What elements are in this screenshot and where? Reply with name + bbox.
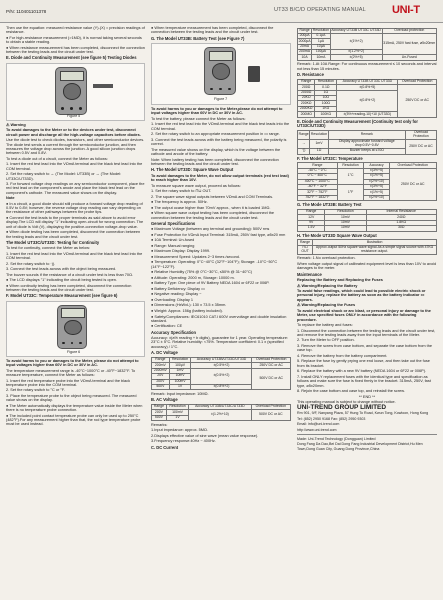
table-cell: 100mV (166, 410, 188, 415)
table-header: Resolution (169, 357, 191, 362)
manual-title: UT33 B/C/D OPERATING MANUAL (274, 7, 366, 13)
table-cell: ±(1%+5) (364, 174, 389, 179)
table-cell: 200Ω (298, 85, 315, 90)
section-heading: General Specifications (151, 220, 196, 226)
table-cell: 2000mV (152, 368, 170, 373)
section-heading: C. DC Current (151, 444, 179, 450)
table-cell: 2000μA (298, 38, 311, 43)
body-text: Use the diode test to check diodes, transistors, and other semiconductor devices. The diode test sends a current through the semiconductor junction, and then measures the voltage drop across the junction. A good silicon junction drops between 0.5V and 0.8V. (6, 138, 145, 156)
table-cell: 200V (152, 379, 170, 384)
note: ● When continuity testing has been completed, disconnect the connection between the testing leads and the circuit under test. (6, 283, 132, 293)
remark: Remark: Input impedance: 10MΩ. (151, 391, 209, 396)
table-cell: 315mA, 250V fast fuse, ø5x20mm (382, 33, 436, 55)
figure-caption: Figure 5 (67, 113, 81, 118)
spec-item: ● Maximum Voltage (between any terminal and grounding): 500V rms (151, 227, 270, 232)
step: 6. Replace the battery with a new 9V battery (NEDA 1604 or 6F22 or 006P). (297, 369, 427, 374)
step: 2. Set the rotary switch to an appropriate measurement position in ▭ range. (151, 132, 280, 137)
table-cell: 1Ω (315, 90, 337, 95)
column-middle (151, 26, 291, 451)
step: To test the battery, please connect the Meter as follows: (151, 116, 246, 121)
step: 3. Place the temperature probe to the object being measured. The measured value shows on the display. (6, 393, 137, 403)
table-cell: ±(1.2%+10) (189, 410, 251, 421)
remark: 2.Displays effective value of sine wave (mean value response). (151, 433, 259, 438)
table-cell: 0°C ~ 400°C (298, 174, 338, 179)
ac-voltage-table (151, 404, 291, 421)
table-cell: 200V (152, 410, 167, 415)
step: The measured value shows on the display, which is the voltage between the cathode and anode of the battery. (151, 147, 281, 157)
table-cell: 0.1μA (312, 33, 331, 38)
manufacturer-line: Made: Uni-Trend Technology (Dongguan) Limited (297, 436, 376, 441)
table-cell: 200KΩ (298, 101, 315, 106)
table-cell: 2000Ω (298, 90, 315, 95)
spec-item: ● Safety/Compliances: IEC61010 CAT.I 600V overvoltage and double insulation standard. (151, 314, 287, 323)
table-cell: ±(2%+5) (330, 55, 382, 60)
table-cell: 30Ω (366, 226, 436, 231)
table-cell: 200mV (152, 363, 170, 368)
step: The buzzer sounds if the resistance of a circuit under test is less than 70Ω. (6, 272, 134, 277)
note: ● When diode testing has been completed, disconnect the connection between the testing leads and the circuit under test. (6, 230, 141, 239)
table-cell: ±(0.8%+2) (337, 90, 398, 112)
section-heading: G. The Mode UT33B: Battery Test (297, 202, 362, 208)
address-line: Email: info@uni-trend.com (297, 422, 340, 427)
divider (297, 434, 437, 435)
table-cell: 250V DC or AC (389, 168, 437, 200)
warning-text: To avoid false readings, which could lead to possible electric shock or personal injury, replace the battery as soon as the battery indicator ▭ appears. (297, 289, 426, 302)
address-line: http://www.uni-trend.com (297, 427, 337, 432)
step: 1. Insert the red test lead into the VΩmA terminal and the black test lead into the COM terminal. (6, 162, 143, 171)
warning-title: ⚠ Warning/Replacing the Fuses (297, 303, 356, 308)
section-heading: E. Diode and Continuity Measurement (Continuity test only for UT33C/UT33D) (297, 118, 418, 128)
intro-text: ● When temperature measurement has been completed, disconnect the connection between the testing leads and the circuit under test. (151, 26, 274, 35)
table-header: Accuracy UT33B UT33C UT33D (337, 79, 398, 84)
table-cell: 200mA (299, 49, 311, 54)
table-cell: 1KΩ (315, 106, 337, 111)
table-cell: 500V (152, 415, 167, 420)
table-header: Overload Protection (405, 130, 436, 139)
step: 2. Turn the Meter to OFF position. (297, 338, 355, 343)
table-cell: 200μA (298, 33, 312, 38)
square-wave-table (297, 239, 437, 255)
spec-item: ● Relative Humidity (75% @ 0°C~30°C, ≤50% @ 31~40°C) (151, 270, 253, 275)
table-cell: 752°F ~ 1832°F (298, 195, 338, 200)
table-header: Accuracy UT33B/UT33C/UT33D (191, 357, 252, 362)
spec-item: ● Battery Type: One piece of 9V Battery NEDA 1604 or 6F22 or 006P. (151, 281, 270, 286)
table-cell: 400°C ~ 1000°C (298, 179, 338, 184)
column-left (6, 26, 145, 428)
column-right (297, 26, 437, 452)
section-heading: A. DC Voltage (151, 350, 178, 356)
warning-text: To avoid damages to the Meter, do not allow output terminals (red test lead) to reach higher than 10V. (151, 173, 289, 182)
section-heading: D. Resistance (297, 72, 324, 78)
spec-item: ● 10A Terminal: Un-fused (151, 238, 195, 243)
step: To test a diode out of a circuit, connect the Meter as follows: (6, 156, 108, 161)
table-cell: 100mV (169, 379, 191, 384)
figure-7 (151, 43, 291, 105)
dc-voltage-table (151, 357, 291, 390)
table-cell: 100KΩ (315, 112, 337, 117)
table-cell: Display approximate forward voltage drop:0.5V~0.8V (328, 139, 405, 148)
multimeter-image (204, 47, 236, 95)
multimeter-image (55, 67, 87, 115)
section-heading: F. Model UT33C: Temperature Measurement (see figure 6) (6, 293, 118, 299)
step: 3. Connect the test leads across with the battery being measured, the polarity is correct. (151, 137, 287, 147)
table-cell: Buzzer beeps at ≤70Ω (328, 149, 405, 154)
spec-item: ● Fuse Protection for VΩmA Input Terminal: 315mA, 250V fast type, ø5x20 mm (151, 232, 286, 237)
table-header: Overload Protection (398, 79, 437, 84)
step: 1. Insert the red test lead into the VΩmA terminal and the black test lead into the COM terminal. (6, 251, 143, 261)
spec-item: ● Temperature: Operating: 0°C~40°C (32°F~104°F); Storage: -10°C~50°C (14°F~122°F). (151, 260, 278, 269)
note: ● When square wave output testing has been completed, disconnect the connection between the testing leads and the circuit under test. (151, 211, 275, 220)
table-header: Internal Resistance (366, 209, 436, 214)
table-cell: 1μA (312, 39, 331, 44)
spec-item: ● Range: Manual ranging (151, 243, 195, 248)
table-header: Range (298, 209, 325, 214)
step: 1. Insert the red temperature probe into the VΩmA terminal and the black temperature probe into the COM terminal. (6, 378, 131, 387)
end-marker: ** END ** (358, 394, 376, 399)
step: To measure square wave output, proceed as follows: (151, 183, 241, 188)
warning-text: To avoid damages to the Meter or to the devices under test, disconnect circuit power and discharge all the high-voltage capacitors before diodes. (6, 128, 141, 137)
table-header: Resolution (312, 27, 330, 32)
table-cell: 1V (169, 384, 191, 389)
warning-text: To avoid harms to you or damages to the Meter,please do not attempt to input voltages higher than 60V in DC or 30V in AC. (151, 107, 283, 116)
spec-item: ● Dimensions (HxWxL): 130 x 73.5 x 35mm. (151, 303, 227, 308)
step: 4. Remove the battery from the battery compartment. (297, 353, 388, 358)
remark: Remark: 1.No overload protection. (297, 256, 356, 261)
step: 7. Install ONLY replacement fuses with the identical type and specification as follows and make sure the fuse is fixed firmly in the bracket. 315mA, 250V, fast type, ø5x20mm. (297, 374, 431, 388)
warning-title: ⚠ Warning/Replacing the Battery (297, 283, 358, 288)
manufacturer-line: Dong Fang Da Dao,Bei Dai Dong Fang Industrial Development District,Hu Men Town,Dong Guan City, Guang Dong Province,China (297, 442, 423, 451)
table-cell: → (298, 139, 310, 148)
table-header: Overload protection (382, 28, 436, 33)
note: ● The output ocase higher than 70mV approx., when it is loaded 1MΩ. (151, 205, 271, 210)
table-cell: -40°F ~ 32°F (298, 184, 338, 189)
spec-item: ● Altitude: Operating: 2000 m, Storage: 10000 m. (151, 275, 235, 280)
table-cell: 10Ω (315, 96, 337, 101)
resistance-table (297, 79, 437, 118)
note: ● The LCD displays "1" indicating the circuit being tested is open. (6, 278, 117, 283)
brand-logo: UNI-T (392, 4, 420, 16)
table-cell: 10μA (312, 44, 331, 49)
table-cell: 1°F (337, 184, 364, 200)
table-cell: 1mV (169, 368, 191, 373)
section-heading: B. AC Voltage (151, 397, 178, 403)
table-cell: 100μA (312, 50, 331, 55)
subheading: Replacing the Battery and Replacing the Fuses (297, 278, 383, 283)
table-cell: ±(1%+2) (330, 33, 382, 49)
step: 5. Replace the fuse by gently prying one end loose, and then take out the fuse from its bracket. (297, 359, 430, 368)
remark: When voltage output signal of calibrated equipment level is less than 10V to avoid damages to the meter. (297, 262, 437, 271)
table-cell: 10mA (312, 55, 331, 60)
remark: 1.Input impedance: approx. 5MΩ. (151, 428, 208, 433)
table-header: Range (298, 130, 310, 139)
battery-table (297, 209, 437, 232)
table-cell: ±(3%+5) (364, 168, 389, 173)
table-cell: Approx.output 50Hz square wave signal.As a simple signal source with 47KΩ resistance output. (313, 245, 437, 254)
note: ● Connect the test leads to the proper terminals as said above to avoid error display.The LCD will display "1" indicating open-circuit for wrong connection. The unit of diode is Volt (V), displaying the positive-connection voltage-drop value. (6, 216, 144, 229)
step: 2. Set the rotary switch to °C or °F. (6, 388, 65, 393)
remark: Remarks: (151, 422, 168, 427)
page-header (0, 0, 443, 23)
note: ● The Meter automatically displays the temperature value inside the Meter when there is no temperature probe connection. (6, 403, 143, 413)
warning-title: ⚠ Warning (6, 122, 26, 127)
multimeter-image (57, 305, 87, 349)
table-cell: -40°C ~ 0°C (298, 168, 338, 173)
section-heading: Accuracy Specification (151, 329, 197, 335)
warning-text: To avoid electrical shock or arc blast, or personal injury or damage to the Meter, use specified fuses ONLY in accordance with the following procedure. (297, 308, 431, 322)
note: ● In a circuit, a good diode should still produce a forward voltage drop reading of 0.5V to 0.8V; however, the reverse voltage drop reading can vary depending on the resistance of other pathways between the probe tips. (6, 201, 143, 215)
table-cell: ±(5%+reading-10)+10 (UT33D) (337, 112, 398, 117)
spec-item: ● Weight: Approx. 156g (battery included). (151, 308, 223, 313)
remark: Remark: 1.At 10A Range: For continuous measurement ≤ 10 seconds and interval not less than 15 minutes. (297, 62, 437, 71)
table-cell: 250V DC or AC (398, 85, 437, 117)
figure-caption: Figure 6 (67, 349, 81, 354)
dc-current-table (297, 28, 437, 61)
spec-item: ● Overloading: Display 1 (151, 297, 194, 302)
table-header: Resolution (166, 404, 188, 409)
step: 2. Set the rotary switch to → (The Model: UT33B) or → (The Model: UT33C/UT33D). (6, 172, 122, 181)
table-cell: 10mV (325, 226, 366, 231)
step: 3. For forward voltage drop readings on any semiconductor component, place the red test lead on the component's anode and place the black test lead on the component's cathode. The measured value shows on the display. (6, 182, 145, 195)
table-header: Overload Protection (252, 357, 291, 362)
table-cell: ⊓⊔ OUT (298, 245, 313, 254)
table-cell: ±(3%+5) (364, 184, 389, 189)
disclaimer: This operating manual is subject to change without notice. (297, 400, 396, 405)
table-cell: ±(0.5%+2) (191, 363, 252, 368)
table-cell: ±(2%+10) (364, 179, 389, 184)
section-heading: F. The Model UT33C: Temperature (297, 155, 363, 161)
table-cell: 100μV (169, 363, 191, 368)
table-cell: 1mV (310, 139, 328, 148)
step: To test for continuity, connect the Meter as below: (6, 246, 91, 251)
table-cell: 500V DC or AC (252, 368, 291, 390)
note: ● The frequency is approx. 50Hz. (151, 200, 208, 205)
table-header: Illustration (313, 240, 437, 245)
part-number: P/N: 110401101378 (6, 9, 47, 14)
bullet: ● For high-resistance measurement (>1MΩ), it is normal taking several seconds to obtain a stable reading. (6, 35, 142, 45)
table-header: Range (298, 240, 313, 245)
body-text: Accuracy: ±(a% reading + b digits), guarantee for 1 year. Operating temperature: 23°C ± 5°C. Relative humidity: <75%. Temperature coefficient: 0.1 x (specified accuracy) / 1°C. (151, 336, 289, 349)
diode-image (93, 84, 113, 88)
table-cell: 1Ω (310, 149, 328, 154)
intro-text: Then use the equation: measured resistance value (Y)-(X) = precision readings of resistance. (6, 26, 145, 35)
table-cell: 250V DC or AC (252, 363, 291, 368)
table-cell: 0.1Ω (315, 85, 337, 90)
spec-item: ● Measurement Speed: Updates 2~3 times /second. (151, 254, 240, 259)
spec-item: ● Negative reading: Display − (151, 292, 202, 297)
figure-caption: Figure 7 (214, 97, 228, 102)
table-header: Resolution (337, 163, 364, 168)
table-cell: 1°C (337, 168, 364, 184)
note-title: Note (6, 196, 15, 201)
spec-item: ● Certification: CE (151, 324, 183, 329)
step: 2. Set the rotary switch to ·)). (6, 261, 56, 266)
table-cell: 10mV (169, 374, 191, 379)
figure-5 (6, 63, 145, 121)
table-cell: 100Ω (315, 101, 337, 106)
table-cell: 1.8KΩ (366, 220, 436, 225)
address-line: Tel: (852) 2950 9168 Fax: (852) 2950 9303 (297, 416, 366, 421)
step: 1. Insert the red test lead into the VΩmA terminal and the black test leads into the COM terminal. (151, 122, 290, 131)
table-cell: ·)) (298, 149, 310, 154)
step: 1. Set the rotary switch to ⊓⊔ OUT. (151, 189, 212, 194)
table-header: Accuracy UT33B UT33C UT33D (331, 27, 381, 32)
company-name: UNI-TREND GROUP LIMITED (297, 403, 387, 411)
section-heading: The Model UT33C/UT33D: Testing for Continuity (6, 239, 100, 245)
section-heading: E. Diode and Continuity Measurement (see figure 5) Testing Diodes (6, 55, 137, 61)
step: 8. Rejoin the case bottom and case top, and reinstall the screw. (297, 389, 405, 394)
table-header: Range (152, 357, 170, 362)
section-heading: Maintenance (297, 271, 322, 277)
step: 2. The square wave signal outputs between VΩmA and COM Terminals. (151, 194, 274, 199)
table-cell: 12V (298, 215, 325, 220)
table-cell: 20KΩ (298, 96, 315, 101)
diode-table (297, 130, 437, 155)
temperature-table (297, 162, 437, 201)
section-heading: G. The Model UT33B: Battery Test (see Figure 7) (151, 35, 245, 41)
table-header: Accuracy UT33B/UT33C/UT33D (189, 404, 251, 409)
table-header: Range (298, 163, 338, 168)
table-cell: 2000KΩ (298, 106, 315, 111)
table-cell: 20V (152, 374, 170, 379)
step: 3. Remove the screw from case bottom, and separate the case bottom from the case top. (297, 344, 433, 353)
table-cell: 250V DC or AC (405, 139, 436, 154)
address-line: Rm 901, 9/F, Nanyang Plaza, 57 Hung To Road, Kwun Tong, Kowloon, Hong Kong (297, 410, 429, 415)
table-cell: ±(0.8%+2) (191, 384, 252, 389)
step: 1. Disconnect the connection between the testing leads and the circuit under test, and remove the testing leads away from the input terminals of the Meter. (297, 328, 436, 337)
table-cell: 20mA (298, 44, 312, 49)
remark: 3.Frequency response:40Hz ~ 400Hz. (151, 439, 216, 444)
section-heading: H. The Mode UT33D Square Wave Output (297, 232, 377, 238)
table-header: Resolution (325, 209, 366, 214)
table-cell: 200MΩ (298, 112, 315, 117)
table-cell: ±(0.5%+2) (191, 368, 252, 384)
spec-item: ● Battery Deficiency: Display ▭ (151, 286, 205, 291)
battery-image (248, 66, 260, 82)
table-header: Overload Protection (389, 163, 437, 168)
table-header: Accuracy (364, 163, 389, 168)
table-header: Resolution (310, 130, 328, 139)
table-cell: 500V DC or AC (251, 410, 290, 421)
table-header: Range (298, 28, 312, 33)
note: ● The included point contact temperature probe can only be used up to 250°C (482°F).For any measurement higher than that, the rod type temperature probe must be used instead. (6, 413, 141, 427)
spec-item: ● Maximum Display: Display 1999. (151, 249, 211, 254)
table-cell: Un-Fused (382, 55, 436, 60)
table-cell: 10A (298, 55, 312, 60)
table-cell: 9V (298, 220, 325, 225)
table-header: Overload Protection (251, 404, 290, 409)
table-cell: 32°F ~ 752°F (298, 190, 338, 195)
table-cell: 1.5V (298, 226, 325, 231)
table-header: Range (152, 404, 167, 409)
bullet: ● When resistance measurement has been completed, disconnect the connection between the testing leads and the circuit under test. (6, 45, 145, 55)
table-header: Range (298, 79, 315, 84)
table-cell: 10mV (325, 215, 366, 220)
table-header: Resolution (315, 79, 337, 84)
table-cell: ±(0.8%+5) (337, 85, 398, 90)
table-cell: ±(1%+5) (364, 190, 389, 195)
table-cell: 1V (166, 415, 188, 420)
table-header: Remark (328, 130, 405, 139)
step: 3. Connect the test leads across with the object being measured. (6, 267, 117, 272)
body-text: The temperature measurement range is -40°C~1000°C or -40°F~1832°F. To measure temperature, connect the Meter as follows: (6, 368, 136, 378)
step: To replace the battery and fuses: (297, 323, 353, 328)
figure-6 (6, 301, 145, 357)
table-cell: ±(1.2%+2) (330, 50, 382, 55)
note: Note: When battery testing has been completed, disconnect the connection between the testing leads and the circuit under test. (151, 157, 279, 166)
table-cell: ±(2%+10) (364, 195, 389, 200)
section-heading: H. The Model UT33D: Square Wave Output (151, 167, 234, 173)
table-cell: 500V (152, 384, 170, 389)
table-cell: 10mV (325, 220, 366, 225)
warning-text: To avoid harms to you or damages to the Meter, please do not attempt to input voltages higher than 60V in DC or 30V in AC. (6, 358, 139, 368)
table-cell: 240Ω (366, 215, 436, 220)
